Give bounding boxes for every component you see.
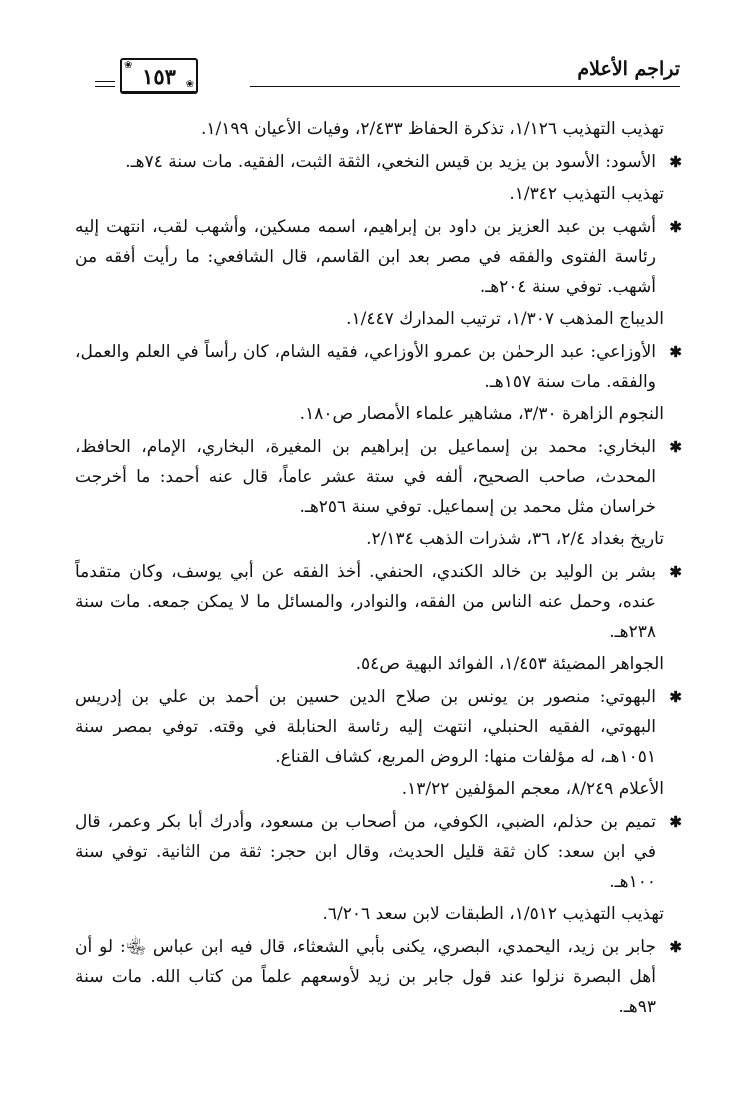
entry-text: جابر بن زيد، اليحمدي، البصري، يكنى بأبي الشعثاء، قال فيه ابن عباس ﵄: لو أن أهل البصرة نزلوا عند قول جابر بن زيد لأوسعهم علماً من كتاب الله. مات سنة ٩٣هـ. (75, 937, 656, 1017)
reference-line: الأعلام ٨/٢٤٩، معجم المؤلفين ١٣/٢٢. (401, 779, 664, 799)
corner-ornament-icon: ❀ (124, 60, 133, 71)
header-double-rule (95, 81, 115, 91)
asterisk-bullet-icon: ✱ (669, 153, 682, 171)
asterisk-bullet-icon: ✱ (669, 218, 682, 236)
entry-text: بشر بن الوليد بن خالد الكندي، الحنفي. أخذ الفقه عن أبي يوسف، وكان متقدماً عنده، وحمل عنه الناس من الفقه، والنوادر، والمسائل ما لا يمكن جمعه. مات سنة ٢٣٨هـ. (75, 562, 656, 642)
entry-text: الأسود: الأسود بن يزيد بن قيس النخعي، الثقة الثبت، الفقيه. مات سنة ٧٤هـ. (125, 152, 656, 172)
entry-text: أشهب بن عبد العزيز بن داود بن إبراهيم، اسمه مسكين، وأشهب لقب، انتهت إليه رئاسة الفتوى والفقه في مصر بعد ابن القاسم، قال الشافعي: ما رأيت أفقه من أشهب. توفي سنة ٢٠٤هـ. (75, 217, 656, 297)
entry-text: البخاري: محمد بن إسماعيل بن إبراهيم بن المغيرة، البخاري، الإمام، الحافظ، المحدث، صاحب الصحيح، ألفه في ستة عشر عاماً، قال عنه أحمد: ما أخرجت خراسان مثل محمد بن إسماعيل. توفي سنة ٢٥٦هـ. (75, 437, 656, 517)
asterisk-bullet-icon: ✱ (669, 563, 682, 581)
corner-ornament-icon: ❀ (185, 79, 194, 90)
page-header (95, 56, 680, 102)
reference-line: تهذيب التهذيب ١/٥١٢، الطبقات لابن سعد ٦/٢٠٦. (322, 904, 664, 924)
reference-line: تهذيب التهذيب ١/١٢٦، تذكرة الحفاظ ٢/٤٣٣، وفيات الأعيان ١/١٩٩. (201, 119, 664, 139)
biography-entry (75, 212, 682, 302)
asterisk-bullet-icon: ✱ (669, 938, 682, 956)
entry-text: تميم بن حذلم، الضبي، الكوفي، من أصحاب بن مسعود، وأدرك أبا بكر وعمر، قال في ابن سعد: كان ثقة قليل الحديث، وقال ابن حجر: ثقة من الثانية. توفي سنة ١٠٠هـ. (75, 812, 656, 892)
biography-entry (75, 432, 682, 522)
asterisk-bullet-icon: ✱ (669, 343, 682, 361)
reference-line: الديباج المذهب ١/٣٠٧، ترتيب المدارك ١/٤٤٧. (346, 309, 664, 329)
header-rule (250, 86, 680, 87)
reference-line: الجواهر المضيئة ١/٤٥٣، الفوائد البهية ص٥٤. (355, 654, 664, 674)
page-number: ١٥٣ (142, 64, 176, 89)
asterisk-bullet-icon: ✱ (669, 813, 682, 831)
biography-entry (75, 807, 682, 897)
asterisk-bullet-icon: ✱ (669, 688, 682, 706)
asterisk-bullet-icon: ✱ (669, 438, 682, 456)
entry-text: الأوزاعي: عبد الرحمٰن بن عمرو الأوزاعي، فقيه الشام، كان رأساً في العلم والعمل، والفقه. مات سنة ١٥٧هـ. (75, 342, 656, 392)
biography-entry (75, 557, 682, 647)
entry-text: البهوتي: منصور بن يونس بن صلاح الدين حسين بن أحمد بن علي بن إدريس البهوتي، الفقيه الحنبلي، انتهت إليه رئاسة الحنابلة في وقته. توفي بمصر سنة ١٠٥١هـ، له مؤلفات منها: الروض المربع، كشاف القناع. (75, 687, 656, 767)
reference-line: النجوم الزاهرة ٣/٣٠، مشاهير علماء الأمصار ص١٨٠. (299, 404, 664, 424)
reference-line: تهذيب التهذيب ١/٣٤٢. (509, 184, 664, 204)
biography-entry (75, 147, 682, 177)
page-number-frame (120, 58, 198, 94)
biography-text (75, 114, 682, 1022)
running-title: تراجم الأعلام (577, 58, 680, 80)
reference-line: تاريخ بغداد ٢/٤، ٣٦، شذرات الذهب ٢/١٣٤. (366, 529, 664, 549)
biography-entry (75, 682, 682, 772)
biography-entry (75, 337, 682, 397)
biography-entry (75, 932, 682, 1022)
